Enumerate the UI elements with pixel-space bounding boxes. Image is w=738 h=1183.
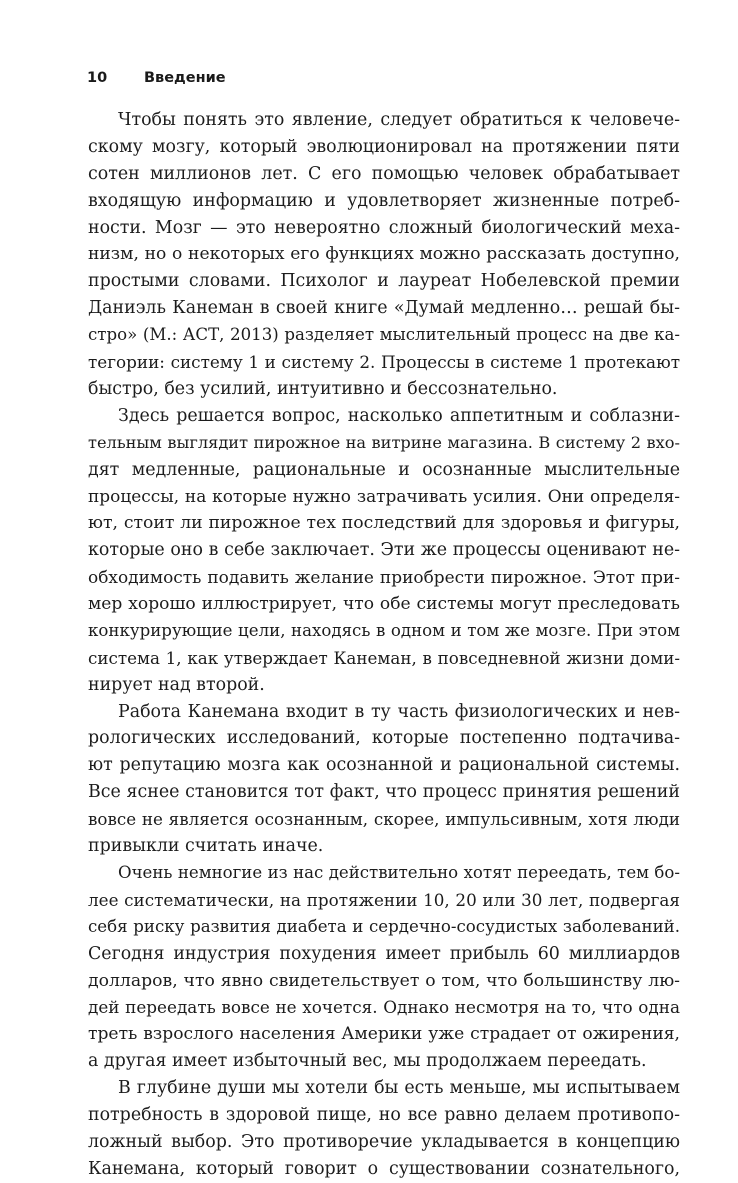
text-line: дят медленные, рациональные и осознанные мыслительные bbox=[88, 459, 680, 480]
text-line: вовсе не является осознанным, скорее, импульсивным, хотя люди bbox=[88, 809, 680, 830]
section-title: Введение bbox=[144, 70, 226, 86]
text-line: быстро, без усилий, интуитивно и бессознательно. bbox=[88, 378, 558, 399]
text-line: Сегодня индустрия похудения имеет прибыль 60 миллиардов bbox=[88, 943, 680, 964]
text-line: дей переедать вовсе не хочется. Однако несмотря на то, что одна bbox=[88, 997, 680, 1018]
text-line: нирует над второй. bbox=[88, 674, 265, 695]
text-line: сотен миллионов лет. С его помощью человек обрабатывает bbox=[88, 163, 680, 184]
text-line: простыми словами. Психолог и лауреат Нобелевской премии bbox=[88, 271, 680, 292]
paragraph bbox=[88, 403, 680, 699]
running-head bbox=[87, 66, 226, 90]
text-line: система 1, как утверждает Канеман, в повседневной жизни доми- bbox=[88, 647, 680, 668]
text-line: треть взрослого населения Америки уже страдает от ожирения, bbox=[88, 1024, 680, 1045]
text-line: Работа Канемана входит в ту часть физиологических и нев- bbox=[118, 701, 680, 722]
text-line: себя риску развития диабета и сердечно-сосудистых заболеваний. bbox=[88, 916, 680, 936]
paragraph bbox=[88, 1075, 680, 1183]
text-line: Здесь решается вопрос, насколько аппетитным и соблазни- bbox=[118, 405, 680, 426]
body-text bbox=[88, 107, 680, 1183]
text-line: скому мозгу, который эволюционировал на протяжении пяти bbox=[88, 136, 680, 157]
text-line: процессы, на которые нужно затрачивать усилия. Они определя- bbox=[88, 486, 680, 507]
paragraph bbox=[88, 699, 680, 860]
text-line: низм, но о некоторых его функциях можно рассказать доступно, bbox=[88, 244, 680, 265]
text-line: Чтобы понять это явление, следует обратиться к человече- bbox=[118, 110, 680, 130]
text-line: ют, стоит ли пирожное тех последствий для здоровья и фигуры, bbox=[88, 513, 680, 534]
text-line: долларов, что явно свидетельствует о том, что большинству лю- bbox=[88, 970, 680, 991]
text-line: привыкли считать иначе. bbox=[88, 836, 324, 857]
text-line: рологических исследований, которые постепенно подтачива- bbox=[88, 728, 680, 749]
text-line: конкурирующие цели, находясь в одном и том же мозге. При этом bbox=[88, 620, 680, 640]
page-number: 10 bbox=[87, 70, 108, 86]
text-line: ложный выбор. Это противоречие укладывается в концепцию bbox=[88, 1131, 680, 1152]
text-line: стро» (М.: АСТ, 2013) разделяет мыслительный процесс на две ка- bbox=[88, 325, 680, 345]
text-line: тегории: систему 1 и систему 2. Процессы в системе 1 протекают bbox=[88, 352, 680, 373]
text-line: потребность в здоровой пище, но все равно делаем противопо- bbox=[88, 1104, 680, 1125]
text-line: входящую информацию и удовлетворяет жизненные потреб- bbox=[88, 190, 680, 211]
text-line: ности. Мозг — это невероятно сложный биологический меха- bbox=[88, 217, 680, 238]
paragraph bbox=[88, 860, 680, 1075]
text-line: В глубине души мы хотели бы есть меньше, мы испытываем bbox=[118, 1078, 680, 1099]
text-line: Все яснее становится тот факт, что процесс принятия решений bbox=[88, 782, 680, 803]
text-line: тельным выглядит пирожное на витрине магазина. В систему 2 вхо- bbox=[88, 432, 680, 452]
text-line: Даниэль Канеман в своей книге «Думай медленно… решай бы- bbox=[88, 298, 680, 319]
text-line: которые оно в себе заключает. Эти же процессы оценивают не- bbox=[88, 540, 680, 561]
text-line: лее систематически, на протяжении 10, 20 или 30 лет, подвергая bbox=[88, 889, 680, 910]
text-line: Канемана, который говорит о существовании сознательного, bbox=[88, 1158, 680, 1179]
text-line: обходимость подавить желание приобрести пирожное. Этот при- bbox=[88, 567, 680, 588]
text-line: мер хорошо иллюстрирует, что обе системы могут преследовать bbox=[88, 594, 680, 615]
text-line: а другая имеет избыточный вес, мы продолжаем переедать. bbox=[88, 1051, 647, 1072]
paragraph bbox=[88, 107, 680, 403]
text-line: Очень немногие из нас действительно хотят переедать, тем бо- bbox=[118, 862, 680, 882]
text-line: ют репутацию мозга как осознанной и рациональной системы. bbox=[88, 755, 680, 776]
